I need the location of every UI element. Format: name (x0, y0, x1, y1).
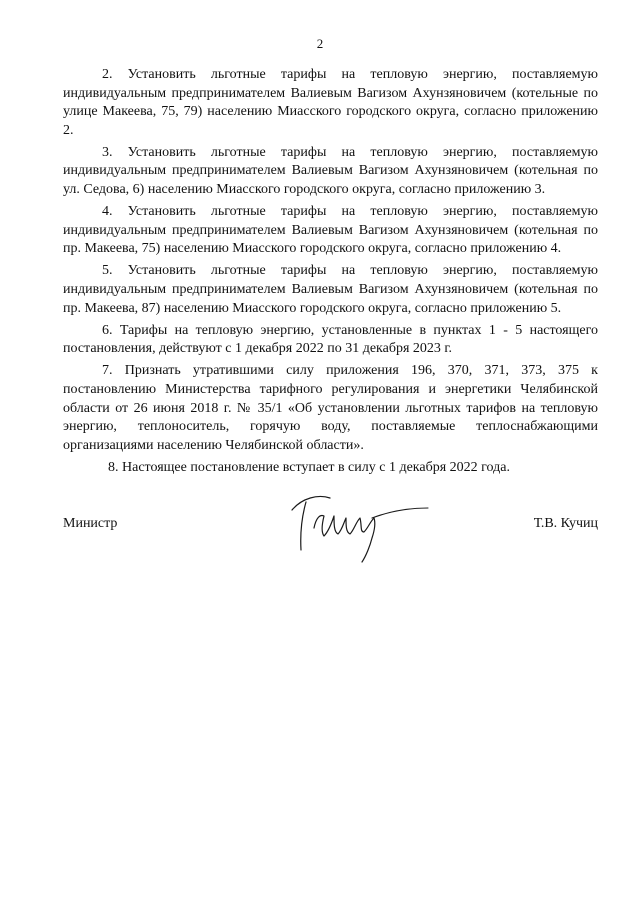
paragraph-item-6: 6. Тарифы на тепловую энергию, установленные в пунктах 1 - 5 настоящего постановления, действуют с 1 декабря 2022 по 31 декабря 2023 г. (63, 322, 598, 357)
handwritten-signature-icon (288, 488, 438, 568)
paragraph-item-8: 8. Настоящее постановление вступает в силу с 1 декабря 2022 года. (108, 459, 510, 475)
paragraph-item-7: 7. Признать утратившими силу приложения 196, 370, 371, 373, 375 к постановлению Министерства тарифного регулирования и энергетики Челябинской области от 26 июня 2018 г. № 35/1 «Об установлении льготных тарифов на тепловую энергию, теплоноситель, горячую воду, поставляемые теплоснабжающими организациями населению Челябинской области». (63, 363, 598, 453)
paragraph-item-4: 4. Установить льготные тарифы на тепловую энергию, поставляемую индивидуальным предпринимателем Валиевым Вагизом Ахунзяновичем (котельная по пр. Макеева, 75) населению Миасского городского округа, согласно приложению 4. (63, 204, 598, 257)
document-body (63, 66, 598, 481)
paragraph-item-5: 5. Установить льготные тарифы на тепловую энергию, поставляемую индивидуальным предпринимателем Валиевым Вагизом Ахунзяновичем (котельная по пр. Макеева, 87) населению Миасского городского округа, согласно приложению 5. (63, 263, 598, 316)
paragraph-item-2: 2. Установить льготные тарифы на тепловую энергию, поставляемую индивидуальным предпринимателем Валиевым Вагизом Ахунзяновичем (котельные по улице Макеева, 75, 79) населению Миасского городского округа, согласно приложению 2. (63, 67, 598, 138)
signatory-name: Т.В. Кучиц (533, 516, 598, 531)
signature-block (63, 498, 598, 578)
signatory-title: Министр (63, 516, 118, 531)
page-number: 2 (316, 36, 324, 51)
paragraph-item-3: 3. Установить льготные тарифы на тепловую энергию, поставляемую индивидуальным предпринимателем Валиевым Вагизом Ахунзяновичем (котельная по ул. Седова, 6) населению Миасского городского округа, согласно приложению 3. (63, 144, 598, 198)
